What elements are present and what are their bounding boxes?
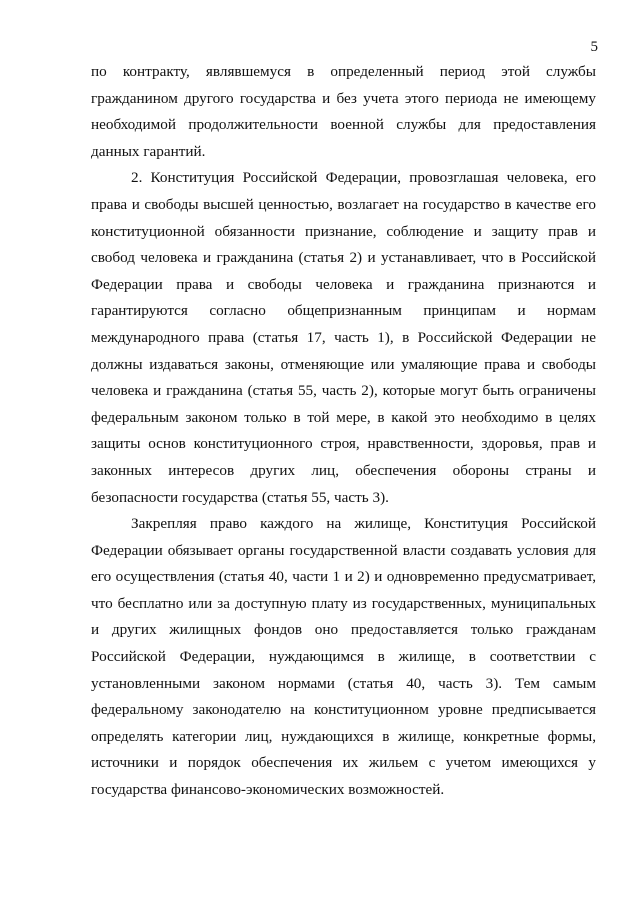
paragraph-housing-right: Закрепляя право каждого на жилище, Конституция Российской Федерации обязывает органы государственной власти создавать условия для его осуществления (статья 40, части 1 и 2) и одновременно предусматривает, что бесплатно или за доступную плату из государственных, муниципальных и других жилищных фондов оно предоставляется только гражданам Российской Федерации, нуждающимся в жилище, в соответствии с установленными законом нормами (статья 40, часть 3). Тем самым федеральному законодателю на конституционном уровне предписывается определять категории лиц, нуждающихся в жилище, конкретные формы, источники и порядок обеспечения их жильем с учетом имеющихся у государства финансово-экономических возможностей.: [91, 515, 596, 799]
paragraph-constitution-rights: 2. Конституция Российской Федерации, провозглашая человека, его права и свободы высшей ценностью, возлагает на государство в качестве его конституционной обязанности признание, соблюдение и защиту прав и свобод человека и гражданина (статья 2) и устанавливает, что в Российской Федерации права и свободы человека и гражданина признаются и гарантируются согласно общепризнанным принципам и нормам международного права (статья 17, часть 1), в Российской Федерации не должны издаваться законы, отменяющие или умаляющие права и свободы человека и гражданина (статья 55, часть 2), которые могут быть ограничены федеральным законом только в той мере, в какой это необходимо в целях защиты основ конституционного строя, нравственности, здоровья, прав и законных интересов других лиц, обеспечения обороны страны и безопасности государства (статья 55, часть 3).: [91, 169, 596, 506]
paragraph-continuation: по контракту, являвшемуся в определенный период этой службы гражданином другого государства и без учета этого периода не имеющему необходимой продолжительности военной службы для предоставления данных гарантий.: [91, 63, 596, 160]
document-body: [91, 59, 596, 804]
page-number: 5: [590, 39, 598, 55]
